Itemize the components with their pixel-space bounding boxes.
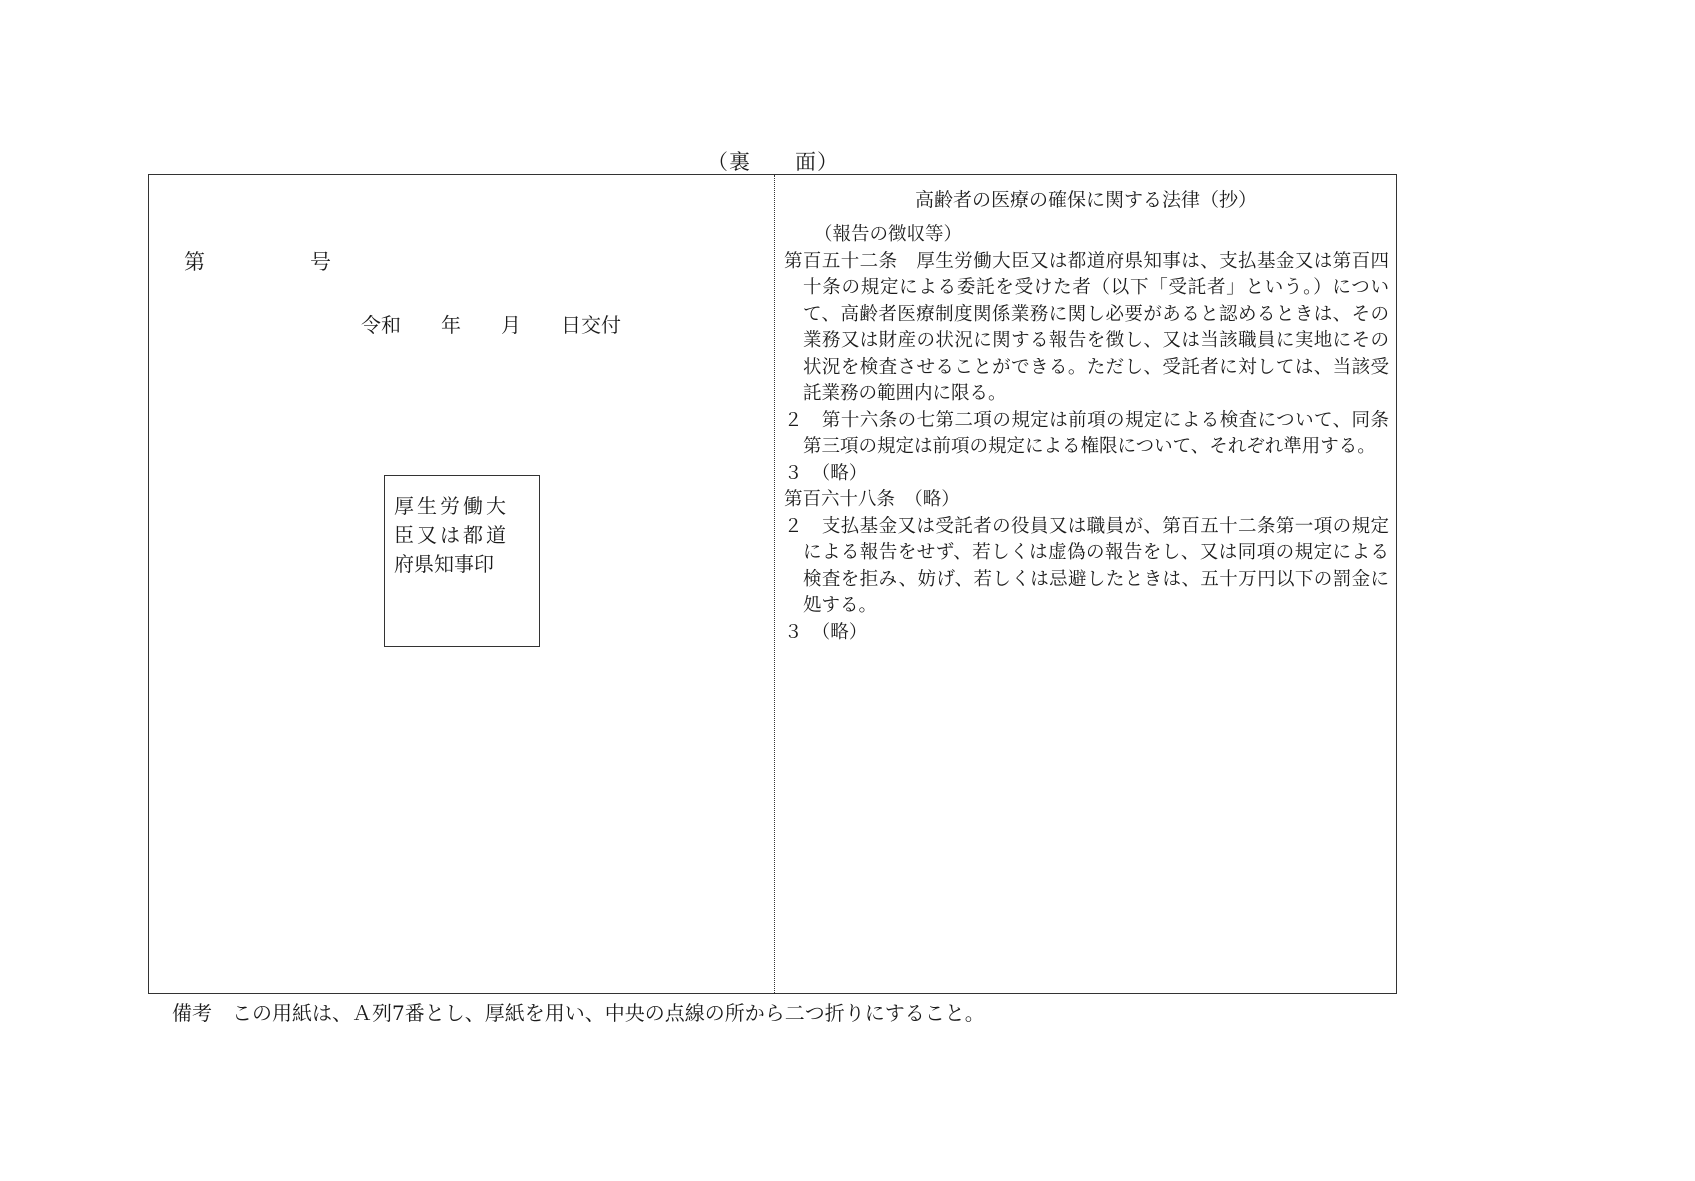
article-168-para-3: ３ （略）: [784, 621, 868, 643]
page-side-label: （裏 面）: [707, 150, 839, 174]
article-152-para-2: ２ 第十六条の七第二項の規定は前項の規定による検査について、同条第三項の規定は前項の規定による権限について、それぞれ準用する。: [784, 409, 1389, 457]
seal-line-2: 臣又は都道: [394, 523, 509, 547]
seal-line-3: 府県知事印: [394, 552, 494, 576]
official-seal-box: [384, 475, 540, 647]
seal-line-1: 厚生労働大: [394, 494, 509, 518]
article-168-para-2: ２ 支払基金又は受託者の役員又は職員が、第百五十二条第一項の規定による報告をせず、若しくは虚偽の報告をし、又は同項の規定による検査を拒み、妨げ、若しくは忌避したときは、五十万円以下の罰金に処する。: [784, 515, 1389, 616]
article-152: 第百五十二条 厚生労働大臣又は都道府県知事は、支払基金又は第百四十条の規定による委託を受けた者（以下「受託者」という。）について、高齢者医療制度関係業務に関し必要があると認めるときは、その業務又は財産の状況に関する報告を徴し、又は当該職員に実地にその状況を検査させることができる。ただし、受託者に対しては、当該受託業務の範囲内に限る。: [784, 250, 1389, 404]
center-fold-line: [774, 175, 775, 993]
law-excerpt: [784, 222, 1389, 646]
id-card-frame: [148, 174, 1397, 994]
article-168: 第百六十八条 （略）: [784, 489, 960, 510]
remarks-note: 備考 この用紙は、Ａ列7番とし、厚紙を用い、中央の点線の所から二つ折りにすること。: [172, 1001, 985, 1025]
law-title: 高齢者の医療の確保に関する法律（抄）: [914, 189, 1257, 211]
card-number-field: 第 号: [184, 250, 331, 274]
article-152-para-3: ３ （略）: [784, 462, 868, 484]
issue-date-field: 令和 年 月 日交付: [361, 313, 621, 337]
article-heading: （報告の徴収等）: [814, 224, 963, 245]
